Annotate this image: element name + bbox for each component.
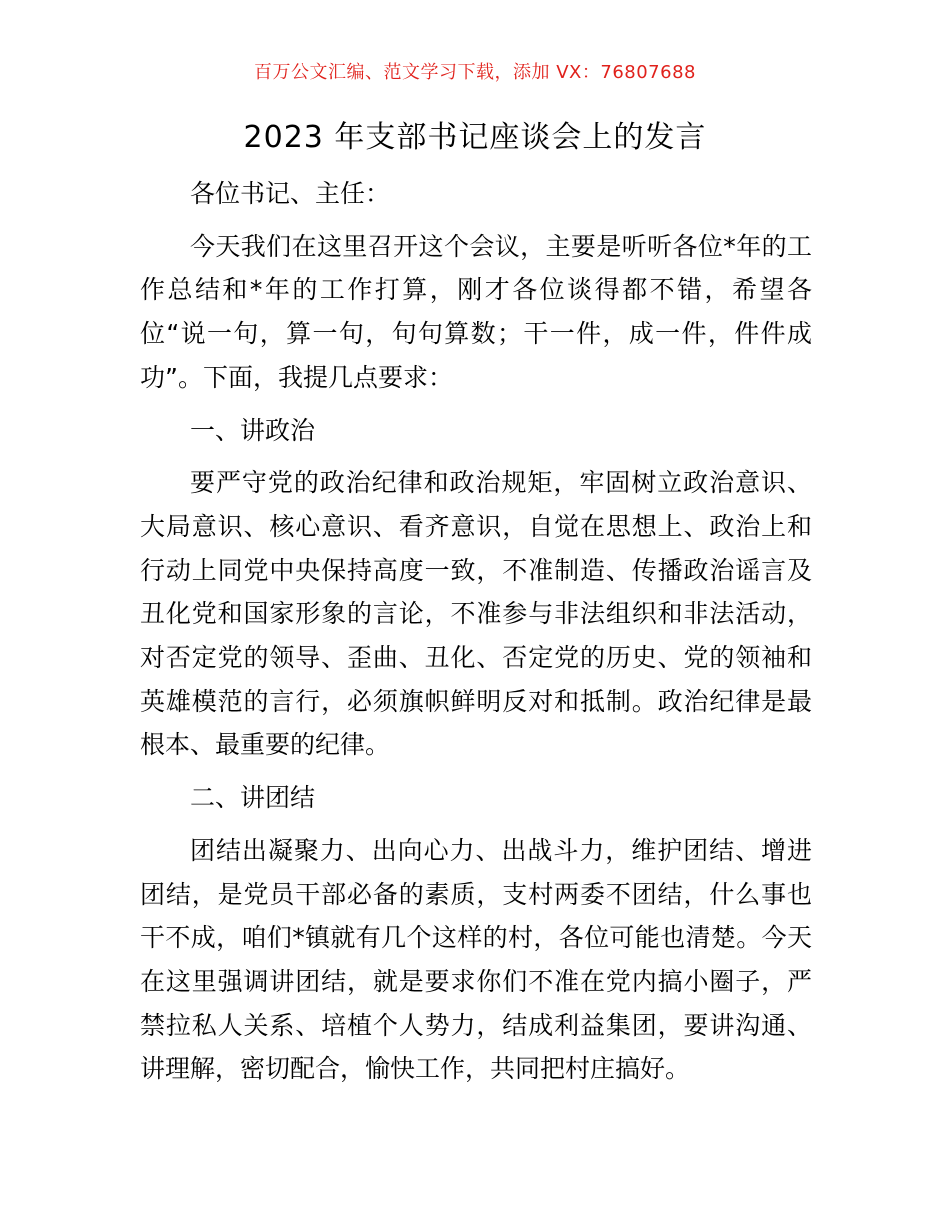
intro-paragraph: 今天我们在这里召开这个会议，主要是听听各位*年的工作总结和*年的工作打算，刚才各位谈得都不错，希望各位“说一句，算一句，句句算数；干一件，成一件，件件成功”。下面，我提几点要求： xyxy=(140,231,812,392)
section-heading-2: 二、讲团结 xyxy=(190,783,316,813)
section-paragraph-2: 团结出凝聚力、出向心力、出战斗力，维护团结、增进团结，是党员干部必备的素质，支村两委不团结，什么事也干不成，咱们*镇就有几个这样的村，各位可能也清楚。今天在这里强调讲团结，就是要求你们不准在党内搞小圈子，严禁拉私人关系、培植个人势力，结成利益集团，要讲沟通、讲理解，密切配合，愉快工作，共同把村庄搞好。 xyxy=(140,835,812,1084)
header-watermark-note: 百万公文汇编、范文学习下载，添加 VX：76807688 xyxy=(254,62,696,83)
salutation: 各位书记、主任： xyxy=(190,179,391,208)
section-paragraph-1: 要严守党的政治纪律和政治规矩，牢固树立政治意识、大局意识、核心意识、看齐意识，自觉在思想上、政治上和行动上同党中央保持高度一致，不准制造、传播政治谣言及丑化党和国家形象的言论，不准参与非法组织和非法活动，对否定党的领导、歪曲、丑化、否定党的历史、党的领袖和英雄模范的言行，必须旗帜鲜明反对和抵制。政治纪律是最根本、最重要的纪律。 xyxy=(140,468,812,760)
section-heading-1: 一、讲政治 xyxy=(190,415,316,445)
document-title: 2023 年支部书记座谈会上的发言 xyxy=(243,120,707,155)
document-body xyxy=(140,172,812,1100)
